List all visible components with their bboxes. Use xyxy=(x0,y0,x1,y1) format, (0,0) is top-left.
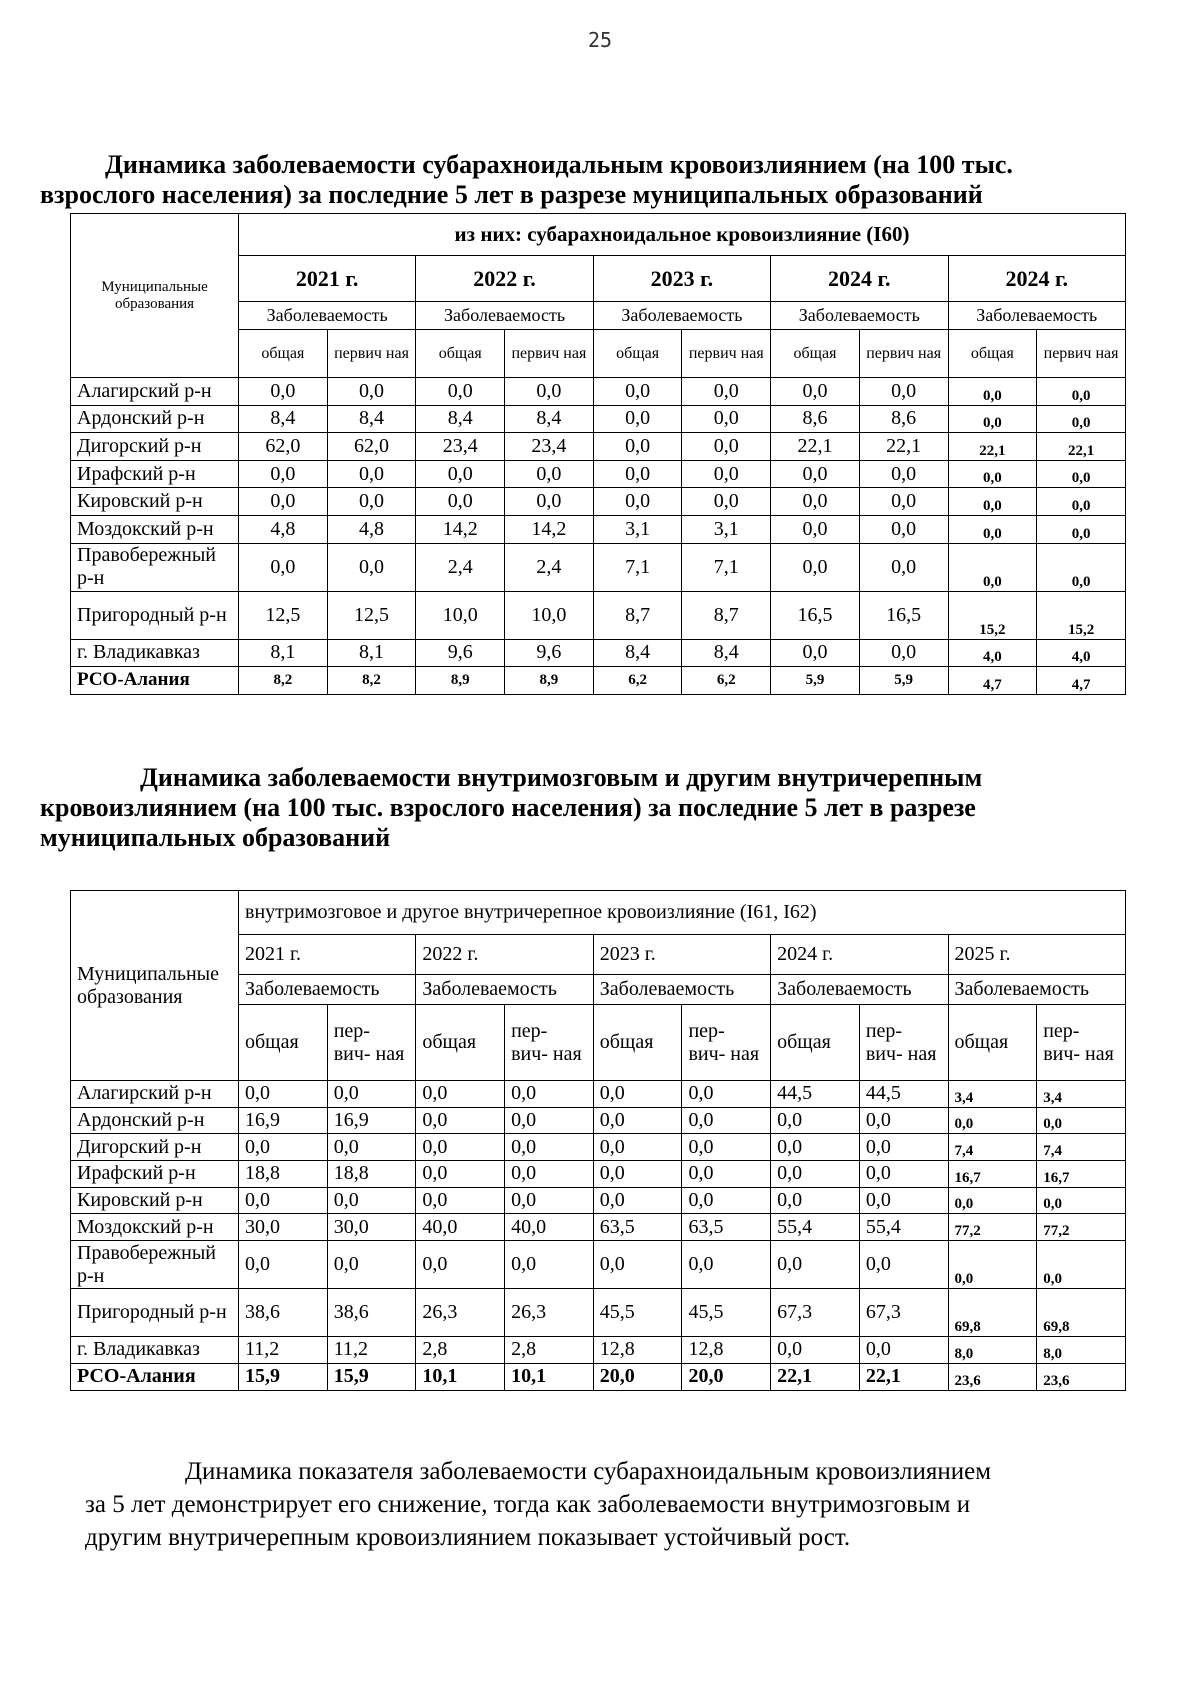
general-header: общая xyxy=(948,330,1037,378)
table-row xyxy=(71,515,1126,543)
general-rate-cell: 7,1 xyxy=(593,543,682,591)
primary-rate-cell: 0,0 xyxy=(327,543,416,591)
table-row xyxy=(71,1187,1126,1214)
general-rate-cell: 0,0 xyxy=(948,378,1037,406)
primary-rate-cell: 16,7 xyxy=(1037,1161,1126,1188)
general-rate-cell: 69,8 xyxy=(948,1289,1037,1337)
primary-rate-cell: 0,0 xyxy=(859,1134,948,1161)
general-rate-cell: 0,0 xyxy=(771,639,860,667)
primary-rate-cell: 0,0 xyxy=(682,378,771,406)
municipality-name: Алагирский р-н xyxy=(71,378,239,406)
general-rate-cell: 0,0 xyxy=(416,378,505,406)
page-number: 25 xyxy=(587,28,613,52)
general-rate-cell: 38,6 xyxy=(239,1289,328,1337)
primary-rate-cell: 8,1 xyxy=(327,639,416,667)
general-rate-cell: 0,0 xyxy=(239,1241,328,1289)
primary-rate-cell: 5,9 xyxy=(859,667,948,695)
general-rate-cell: 0,0 xyxy=(416,1241,505,1289)
general-rate-cell: 5,9 xyxy=(771,667,860,695)
municipality-name: Кировский р-н xyxy=(71,1187,239,1214)
general-rate-cell: 63,5 xyxy=(593,1214,682,1241)
general-rate-cell: 0,0 xyxy=(416,1161,505,1188)
primary-rate-cell: 0,0 xyxy=(1037,543,1126,591)
primary-rate-cell: 0,0 xyxy=(859,378,948,406)
primary-rate-cell: 8,0 xyxy=(1037,1337,1126,1364)
municipality-name: г. Владикавказ xyxy=(71,639,239,667)
primary-rate-cell: 0,0 xyxy=(327,488,416,516)
general-header: общая xyxy=(771,1005,860,1081)
general-rate-cell: 15,9 xyxy=(239,1363,328,1390)
primary-header: пер- вич- ная xyxy=(859,1005,948,1081)
morbidity-header: Заболеваемость xyxy=(416,975,593,1005)
general-header: общая xyxy=(593,1005,682,1081)
table-row xyxy=(71,1337,1126,1364)
general-rate-cell: 0,0 xyxy=(948,543,1037,591)
municipality-name: Ирафский р-н xyxy=(71,460,239,488)
primary-rate-cell: 0,0 xyxy=(682,1241,771,1289)
general-rate-cell: 16,5 xyxy=(771,591,860,639)
general-rate-cell: 0,0 xyxy=(948,1107,1037,1134)
primary-rate-cell: 0,0 xyxy=(859,1107,948,1134)
general-rate-cell: 22,1 xyxy=(948,433,1037,461)
general-rate-cell: 0,0 xyxy=(239,1134,328,1161)
general-rate-cell: 8,7 xyxy=(593,591,682,639)
primary-rate-cell: 0,0 xyxy=(327,460,416,488)
table-row xyxy=(71,1134,1126,1161)
primary-rate-cell: 0,0 xyxy=(505,488,594,516)
general-rate-cell: 4,0 xyxy=(948,639,1037,667)
year-header: 2024 г. xyxy=(948,256,1125,302)
general-rate-cell: 0,0 xyxy=(593,1081,682,1108)
primary-rate-cell: 0,0 xyxy=(859,515,948,543)
general-rate-cell: 7,4 xyxy=(948,1134,1037,1161)
general-rate-cell: 77,2 xyxy=(948,1214,1037,1241)
table-row xyxy=(71,639,1126,667)
primary-rate-cell: 0,0 xyxy=(682,488,771,516)
general-rate-cell: 0,0 xyxy=(771,543,860,591)
general-rate-cell: 12,5 xyxy=(239,591,328,639)
primary-rate-cell: 10,1 xyxy=(505,1363,594,1390)
general-rate-cell: 22,1 xyxy=(771,433,860,461)
primary-rate-cell: 7,1 xyxy=(682,543,771,591)
primary-rate-cell: 0,0 xyxy=(682,1187,771,1214)
primary-rate-cell: 0,0 xyxy=(682,1107,771,1134)
general-rate-cell: 0,0 xyxy=(948,1187,1037,1214)
table1-heading-line2: взрослого населения) за последние 5 лет в разрезе муниципальных образований xyxy=(40,180,983,209)
primary-rate-cell: 20,0 xyxy=(682,1363,771,1390)
general-rate-cell: 2,8 xyxy=(416,1337,505,1364)
general-rate-cell: 30,0 xyxy=(239,1214,328,1241)
conclusion-paragraph xyxy=(85,1455,1120,1554)
morbidity-header: Заболеваемость xyxy=(239,975,416,1005)
primary-rate-cell: 2,8 xyxy=(505,1337,594,1364)
primary-rate-cell: 10,0 xyxy=(505,591,594,639)
general-rate-cell: 0,0 xyxy=(593,378,682,406)
primary-rate-cell: 12,8 xyxy=(682,1337,771,1364)
primary-rate-cell: 4,8 xyxy=(327,515,416,543)
general-rate-cell: 0,0 xyxy=(416,488,505,516)
morbidity-header: Заболеваемость xyxy=(416,302,593,330)
primary-rate-cell: 0,0 xyxy=(859,1187,948,1214)
primary-rate-cell: 0,0 xyxy=(682,460,771,488)
general-rate-cell: 8,4 xyxy=(239,405,328,433)
primary-rate-cell: 8,9 xyxy=(505,667,594,695)
general-header: общая xyxy=(416,1005,505,1081)
primary-rate-cell: 0,0 xyxy=(505,1187,594,1214)
municipality-name: РСО-Алания xyxy=(71,667,239,695)
primary-rate-cell: 45,5 xyxy=(682,1289,771,1337)
morbidity-header: Заболеваемость xyxy=(771,975,948,1005)
general-rate-cell: 0,0 xyxy=(771,1337,860,1364)
primary-rate-cell: 8,2 xyxy=(327,667,416,695)
year-header: 2022 г. xyxy=(416,256,593,302)
general-rate-cell: 0,0 xyxy=(771,488,860,516)
primary-rate-cell: 0,0 xyxy=(859,543,948,591)
municipality-name: РСО-Алания xyxy=(71,1363,239,1390)
table-row xyxy=(71,1161,1126,1188)
general-rate-cell: 12,8 xyxy=(593,1337,682,1364)
primary-rate-cell: 8,4 xyxy=(682,639,771,667)
general-rate-cell: 0,0 xyxy=(416,460,505,488)
primary-rate-cell: 0,0 xyxy=(859,1161,948,1188)
general-rate-cell: 0,0 xyxy=(771,1161,860,1188)
primary-rate-cell: 55,4 xyxy=(859,1214,948,1241)
primary-rate-cell: 0,0 xyxy=(859,488,948,516)
primary-header: первич ная xyxy=(859,330,948,378)
primary-header: пер- вич- ная xyxy=(682,1005,771,1081)
primary-rate-cell: 3,1 xyxy=(682,515,771,543)
ich-morbidity-table xyxy=(70,890,1126,1391)
general-rate-cell: 44,5 xyxy=(771,1081,860,1108)
primary-rate-cell: 0,0 xyxy=(505,1107,594,1134)
morbidity-header: Заболеваемость xyxy=(771,302,948,330)
municipality-name: Пригородный р-н xyxy=(71,591,239,639)
municipality-name: Моздокский р-н xyxy=(71,515,239,543)
primary-rate-cell: 38,6 xyxy=(327,1289,416,1337)
table-total-row xyxy=(71,1363,1126,1390)
table-total-row xyxy=(71,667,1126,695)
primary-rate-cell: 0,0 xyxy=(505,1134,594,1161)
general-rate-cell: 8,6 xyxy=(771,405,860,433)
general-rate-cell: 0,0 xyxy=(239,1187,328,1214)
general-rate-cell: 8,4 xyxy=(593,639,682,667)
municipality-name: г. Владикавказ xyxy=(71,1337,239,1364)
general-rate-cell: 18,8 xyxy=(239,1161,328,1188)
year-header: 2021 г. xyxy=(239,256,416,302)
year-header: 2025 г. xyxy=(948,935,1125,975)
primary-rate-cell: 15,9 xyxy=(327,1363,416,1390)
primary-header: пер- вич- ная xyxy=(1037,1005,1126,1081)
year-header: 2024 г. xyxy=(771,935,948,975)
table-row xyxy=(71,591,1126,639)
general-rate-cell: 2,4 xyxy=(416,543,505,591)
table-row xyxy=(71,378,1126,406)
general-rate-cell: 0,0 xyxy=(593,433,682,461)
primary-rate-cell: 63,5 xyxy=(682,1214,771,1241)
general-rate-cell: 15,2 xyxy=(948,591,1037,639)
primary-rate-cell: 0,0 xyxy=(505,1241,594,1289)
general-rate-cell: 8,1 xyxy=(239,639,328,667)
year-header: 2021 г. xyxy=(239,935,416,975)
general-rate-cell: 8,0 xyxy=(948,1337,1037,1364)
morbidity-header: Заболеваемость xyxy=(239,302,416,330)
table-row xyxy=(71,460,1126,488)
primary-rate-cell: 0,0 xyxy=(1037,1107,1126,1134)
table-row xyxy=(71,488,1126,516)
morbidity-header: Заболеваемость xyxy=(948,302,1125,330)
primary-header: первич ная xyxy=(1037,330,1126,378)
primary-rate-cell: 69,8 xyxy=(1037,1289,1126,1337)
general-rate-cell: 26,3 xyxy=(416,1289,505,1337)
mun-header: Муниципальные образования xyxy=(71,891,239,1081)
general-rate-cell: 0,0 xyxy=(416,1134,505,1161)
municipality-name: Кировский р-н xyxy=(71,488,239,516)
year-header: 2023 г. xyxy=(593,935,770,975)
general-rate-cell: 67,3 xyxy=(771,1289,860,1337)
general-rate-cell: 10,0 xyxy=(416,591,505,639)
general-rate-cell: 40,0 xyxy=(416,1214,505,1241)
municipality-name: Дигорский р-н xyxy=(71,433,239,461)
primary-rate-cell: 0,0 xyxy=(327,1187,416,1214)
municipality-name: Ардонский р-н xyxy=(71,1107,239,1134)
mun-header: Муниципальные образования xyxy=(71,214,239,378)
general-rate-cell: 0,0 xyxy=(948,488,1037,516)
primary-rate-cell: 0,0 xyxy=(327,378,416,406)
general-rate-cell: 0,0 xyxy=(593,405,682,433)
primary-rate-cell: 8,6 xyxy=(859,405,948,433)
table-row xyxy=(71,1107,1126,1134)
primary-header: пер- вич- ная xyxy=(327,1005,416,1081)
sah-morbidity-table xyxy=(70,213,1126,695)
primary-rate-cell: 0,0 xyxy=(1037,1187,1126,1214)
general-rate-cell: 0,0 xyxy=(771,1241,860,1289)
general-header: общая xyxy=(948,1005,1037,1081)
primary-rate-cell: 44,5 xyxy=(859,1081,948,1108)
general-rate-cell: 14,2 xyxy=(416,515,505,543)
general-rate-cell: 0,0 xyxy=(593,488,682,516)
year-header: 2022 г. xyxy=(416,935,593,975)
general-header: общая xyxy=(416,330,505,378)
primary-rate-cell: 16,9 xyxy=(327,1107,416,1134)
general-rate-cell: 23,6 xyxy=(948,1363,1037,1390)
year-header: 2024 г. xyxy=(771,256,948,302)
general-rate-cell: 0,0 xyxy=(771,1134,860,1161)
primary-rate-cell: 0,0 xyxy=(682,1134,771,1161)
general-rate-cell: 0,0 xyxy=(593,1134,682,1161)
primary-header: первич ная xyxy=(327,330,416,378)
general-rate-cell: 0,0 xyxy=(239,460,328,488)
primary-rate-cell: 0,0 xyxy=(327,1134,416,1161)
primary-rate-cell: 26,3 xyxy=(505,1289,594,1337)
primary-rate-cell: 0,0 xyxy=(1037,378,1126,406)
table-row xyxy=(71,1289,1126,1337)
general-rate-cell: 3,1 xyxy=(593,515,682,543)
general-rate-cell: 9,6 xyxy=(416,639,505,667)
general-rate-cell: 55,4 xyxy=(771,1214,860,1241)
municipality-name: Дигорский р-н xyxy=(71,1134,239,1161)
primary-rate-cell: 0,0 xyxy=(1037,515,1126,543)
primary-rate-cell: 77,2 xyxy=(1037,1214,1126,1241)
general-rate-cell: 0,0 xyxy=(593,1187,682,1214)
general-header: общая xyxy=(239,1005,328,1081)
conclusion-line2: за 5 лет демонстрирует его снижение, тогда как заболеваемости внутримозговым и xyxy=(85,1491,971,1518)
primary-rate-cell: 0,0 xyxy=(682,1081,771,1108)
general-rate-cell: 0,0 xyxy=(948,515,1037,543)
primary-rate-cell: 0,0 xyxy=(859,639,948,667)
table1-heading-line1: Динамика заболеваемости субарахноидальным кровоизлиянием (на 100 тыс. xyxy=(105,150,1013,179)
general-rate-cell: 0,0 xyxy=(771,1187,860,1214)
general-rate-cell: 0,0 xyxy=(239,378,328,406)
general-rate-cell: 0,0 xyxy=(948,1241,1037,1289)
primary-rate-cell: 4,0 xyxy=(1037,639,1126,667)
morbidity-header: Заболеваемость xyxy=(948,975,1125,1005)
general-rate-cell: 62,0 xyxy=(239,433,328,461)
general-rate-cell: 0,0 xyxy=(771,1107,860,1134)
primary-rate-cell: 4,7 xyxy=(1037,667,1126,695)
general-rate-cell: 45,5 xyxy=(593,1289,682,1337)
table-row xyxy=(71,1241,1126,1289)
general-rate-cell: 20,0 xyxy=(593,1363,682,1390)
primary-rate-cell: 18,8 xyxy=(327,1161,416,1188)
municipality-name: Правобережный р-н xyxy=(71,543,239,591)
general-rate-cell: 16,9 xyxy=(239,1107,328,1134)
primary-rate-cell: 0,0 xyxy=(1037,405,1126,433)
morbidity-header: Заболеваемость xyxy=(593,302,770,330)
primary-rate-cell: 12,5 xyxy=(327,591,416,639)
primary-rate-cell: 0,0 xyxy=(859,460,948,488)
municipality-name: Ирафский р-н xyxy=(71,1161,239,1188)
general-header: общая xyxy=(239,330,328,378)
table-row xyxy=(71,405,1126,433)
table2-heading-line3: муниципальных образований xyxy=(40,823,391,852)
primary-rate-cell: 22,1 xyxy=(1037,433,1126,461)
municipality-name: Пригородный р-н xyxy=(71,1289,239,1337)
primary-rate-cell: 8,4 xyxy=(505,405,594,433)
primary-rate-cell: 6,2 xyxy=(682,667,771,695)
general-rate-cell: 0,0 xyxy=(593,460,682,488)
primary-rate-cell: 0,0 xyxy=(1037,460,1126,488)
table1-heading xyxy=(40,150,1120,210)
primary-rate-cell: 67,3 xyxy=(859,1289,948,1337)
general-rate-cell: 23,4 xyxy=(416,433,505,461)
primary-rate-cell: 0,0 xyxy=(682,433,771,461)
general-rate-cell: 8,2 xyxy=(239,667,328,695)
primary-rate-cell: 2,4 xyxy=(505,543,594,591)
general-rate-cell: 4,7 xyxy=(948,667,1037,695)
primary-rate-cell: 8,4 xyxy=(327,405,416,433)
table-row xyxy=(71,543,1126,591)
general-rate-cell: 0,0 xyxy=(416,1107,505,1134)
primary-rate-cell: 0,0 xyxy=(859,1337,948,1364)
municipality-name: Алагирский р-н xyxy=(71,1081,239,1108)
table-row xyxy=(71,433,1126,461)
table2-heading xyxy=(40,763,1120,853)
general-rate-cell: 0,0 xyxy=(416,1187,505,1214)
primary-rate-cell: 15,2 xyxy=(1037,591,1126,639)
primary-rate-cell: 0,0 xyxy=(505,1081,594,1108)
general-header: общая xyxy=(771,330,860,378)
table-title: внутримозговое и другое внутричерепное кровоизлияние (I61, I62) xyxy=(239,891,1126,935)
general-rate-cell: 8,9 xyxy=(416,667,505,695)
primary-rate-cell: 0,0 xyxy=(505,460,594,488)
conclusion-line1: Динамика показателя заболеваемости субарахноидальным кровоизлиянием xyxy=(185,1458,992,1485)
general-rate-cell: 0,0 xyxy=(771,460,860,488)
primary-rate-cell: 0,0 xyxy=(1037,488,1126,516)
municipality-name: Правобережный р-н xyxy=(71,1241,239,1289)
table2-heading-line2: кровоизлиянием (на 100 тыс. взрослого населения) за последние 5 лет в разрезе xyxy=(40,793,976,822)
municipality-name: Ардонский р-н xyxy=(71,405,239,433)
general-rate-cell: 0,0 xyxy=(239,488,328,516)
primary-rate-cell: 30,0 xyxy=(327,1214,416,1241)
table-row xyxy=(71,1081,1126,1108)
primary-rate-cell: 0,0 xyxy=(505,378,594,406)
primary-rate-cell: 0,0 xyxy=(505,1161,594,1188)
primary-rate-cell: 14,2 xyxy=(505,515,594,543)
general-rate-cell: 0,0 xyxy=(239,543,328,591)
primary-rate-cell: 0,0 xyxy=(859,1241,948,1289)
primary-header: первич ная xyxy=(682,330,771,378)
general-rate-cell: 0,0 xyxy=(416,1081,505,1108)
general-rate-cell: 0,0 xyxy=(239,1081,328,1108)
general-rate-cell: 6,2 xyxy=(593,667,682,695)
primary-rate-cell: 9,6 xyxy=(505,639,594,667)
primary-rate-cell: 0,0 xyxy=(1037,1241,1126,1289)
table2-heading-line1: Динамика заболеваемости внутримозговым и другим внутричерепным xyxy=(140,763,983,792)
primary-rate-cell: 40,0 xyxy=(505,1214,594,1241)
general-rate-cell: 4,8 xyxy=(239,515,328,543)
primary-rate-cell: 7,4 xyxy=(1037,1134,1126,1161)
primary-rate-cell: 0,0 xyxy=(682,405,771,433)
primary-rate-cell: 8,7 xyxy=(682,591,771,639)
primary-rate-cell: 11,2 xyxy=(327,1337,416,1364)
general-rate-cell: 0,0 xyxy=(771,378,860,406)
general-rate-cell: 8,4 xyxy=(416,405,505,433)
primary-rate-cell: 23,6 xyxy=(1037,1363,1126,1390)
morbidity-header: Заболеваемость xyxy=(593,975,770,1005)
general-rate-cell: 0,0 xyxy=(771,515,860,543)
general-rate-cell: 0,0 xyxy=(593,1161,682,1188)
general-rate-cell: 0,0 xyxy=(948,460,1037,488)
primary-rate-cell: 62,0 xyxy=(327,433,416,461)
general-header: общая xyxy=(593,330,682,378)
primary-rate-cell: 0,0 xyxy=(327,1081,416,1108)
primary-rate-cell: 22,1 xyxy=(859,433,948,461)
general-rate-cell: 16,7 xyxy=(948,1161,1037,1188)
table-row xyxy=(71,1214,1126,1241)
general-rate-cell: 11,2 xyxy=(239,1337,328,1364)
general-rate-cell: 0,0 xyxy=(593,1107,682,1134)
primary-rate-cell: 23,4 xyxy=(505,433,594,461)
table-title: из них: субарахноидальное кровоизлияние (I60) xyxy=(239,214,1126,256)
primary-rate-cell: 22,1 xyxy=(859,1363,948,1390)
primary-header: пер- вич- ная xyxy=(505,1005,594,1081)
general-rate-cell: 10,1 xyxy=(416,1363,505,1390)
primary-rate-cell: 3,4 xyxy=(1037,1081,1126,1108)
general-rate-cell: 0,0 xyxy=(948,405,1037,433)
general-rate-cell: 3,4 xyxy=(948,1081,1037,1108)
conclusion-line3: другим внутричерепным кровоизлиянием показывает устойчивый рост. xyxy=(85,1524,851,1551)
year-header: 2023 г. xyxy=(593,256,770,302)
general-rate-cell: 0,0 xyxy=(593,1241,682,1289)
municipality-name: Моздокский р-н xyxy=(71,1214,239,1241)
primary-rate-cell: 0,0 xyxy=(682,1161,771,1188)
primary-header: первич ная xyxy=(505,330,594,378)
primary-rate-cell: 0,0 xyxy=(327,1241,416,1289)
primary-rate-cell: 16,5 xyxy=(859,591,948,639)
general-rate-cell: 22,1 xyxy=(771,1363,860,1390)
